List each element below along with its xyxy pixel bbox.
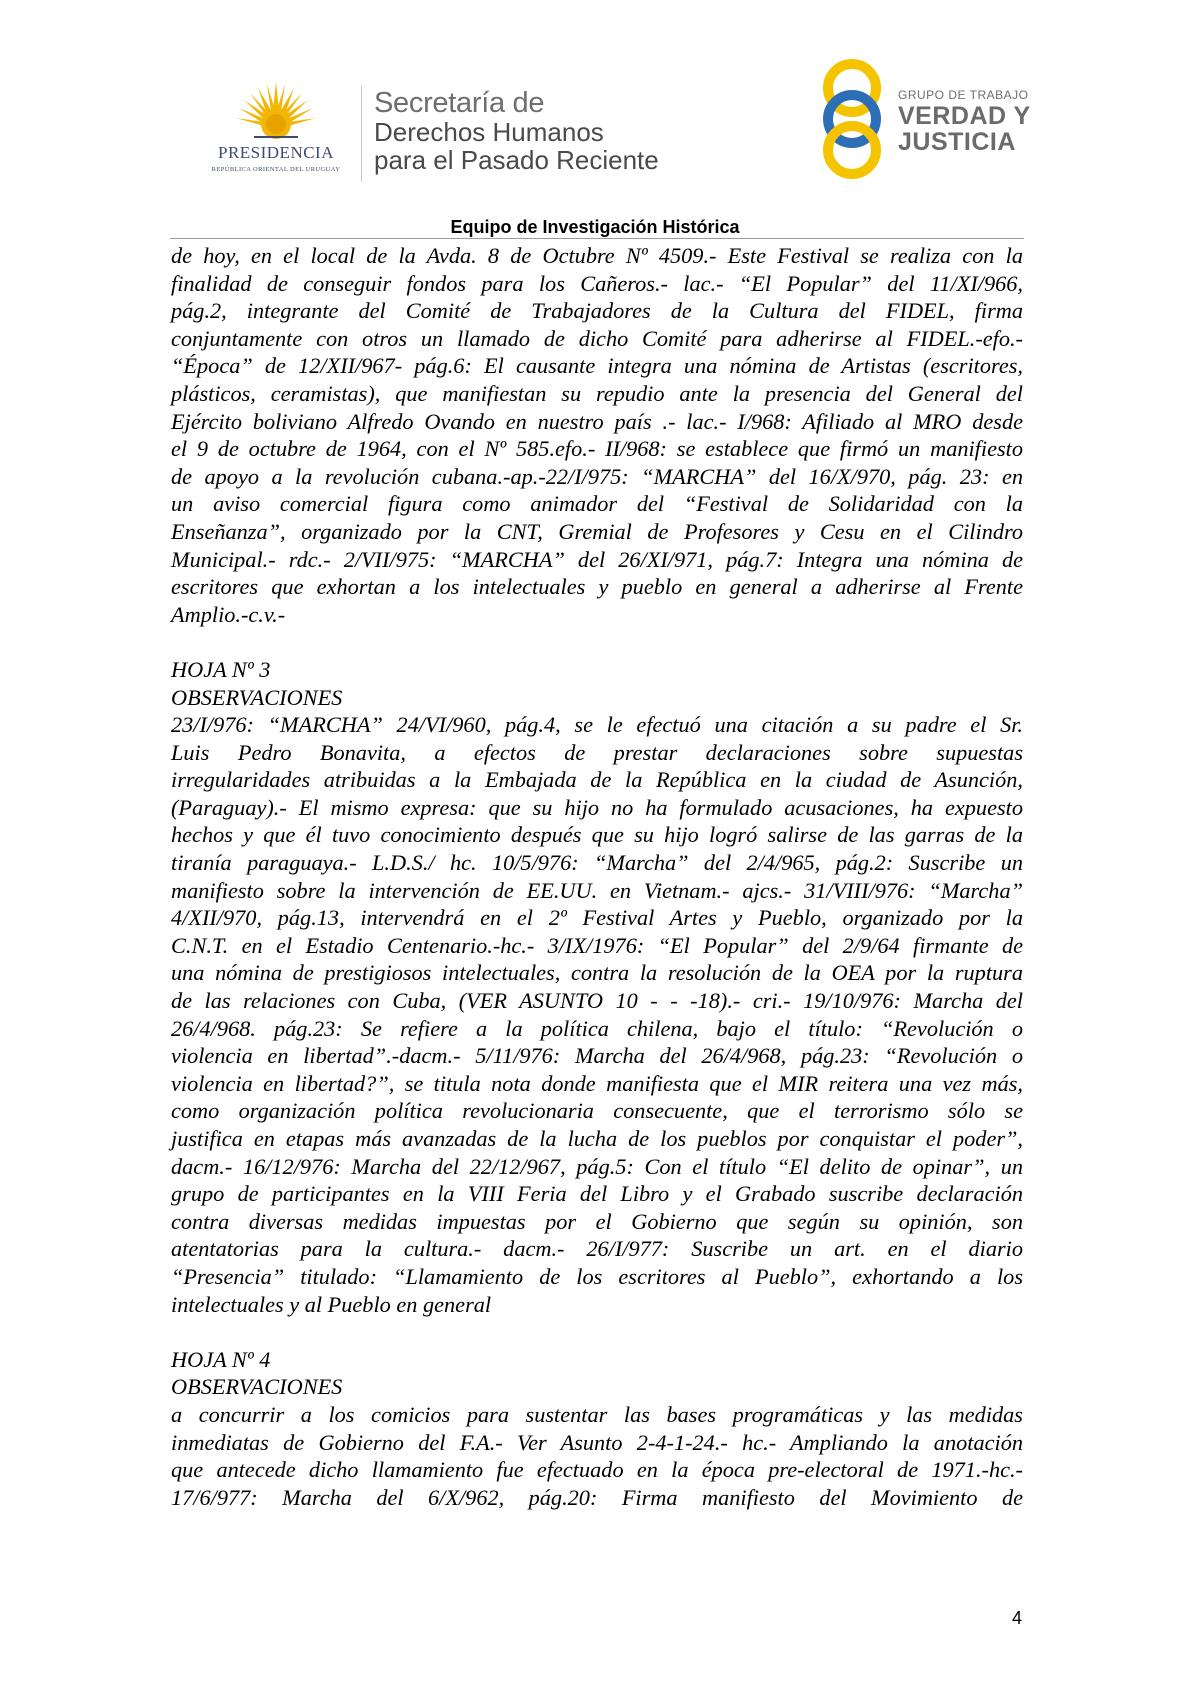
text-line: Ejército boliviano Alfredo Ovando en nuestro país .- lac.- I/968: Afiliado al MRO desde	[171, 408, 1023, 434]
text-line: 17/6/977: Marcha del 6/X/962, pág.20: Firma manifiesto del Movimiento de	[171, 1484, 1023, 1510]
text-line: C.N.T. en el Estadio Centenario.-hc.- 3/IX/1976: “El Popular” del 2/9/64 firmante de	[171, 932, 1023, 958]
paragraph-3	[171, 1401, 1023, 1511]
presidencia-subtitle: REPÚBLICA ORIENTAL DEL URUGUAY	[211, 166, 341, 173]
text-line: dacm.- 16/12/976: Marcha del 22/12/967, pág.5: Con el título “El delito de opinar”, un	[171, 1153, 1023, 1179]
text-line: intelectuales y al Pueblo en general	[171, 1291, 492, 1317]
text-line: 23/I/976: “MARCHA” 24/VI/960, pág.4, se le efectuó una citación a su padre el Sr.	[171, 712, 1023, 738]
text-line: que antecede dicho llamamiento fue efectuado en la época pre-electoral de 1971.-hc.-	[171, 1457, 1023, 1483]
text-line: 26/4/968. pág.23: Se refiere a la política chilena, bajo el título: “Revolución o	[171, 1015, 1023, 1041]
text-line: Amplio.-c.v.-	[171, 601, 286, 627]
hoja-3-title: HOJA Nº 3	[171, 656, 271, 682]
text-line: tiranía paraguaya.- L.D.S./ hc. 10/5/976: “Marcha” del 2/4/965, pág.2: Suscribe un	[171, 850, 1023, 876]
text-line: como organización política revolucionaria consecuente, que el terrorismo sólo se	[171, 1098, 1023, 1124]
text-line: escritores que exhortan a los intelectuales y pueblo en general a adherirse al Frente	[171, 574, 1023, 600]
secretaria-line-1: Secretaría de	[374, 87, 545, 119]
text-line: plásticos, ceramistas), que manifiestan su repudio ante la presencia del General del	[171, 380, 1023, 406]
text-line: conjuntamente con otros un llamado de dicho Comité para adherirse al FIDEL.-efo.-	[171, 325, 1023, 351]
page-number: 4	[1012, 1608, 1023, 1628]
text-line: una nómina de prestigiosos intelectuales, contra la resolución de la OEA por la ruptura	[171, 960, 1023, 986]
text-line: manifiesto sobre la intervención de EE.UU. en Vietnam.- ajcs.- 31/VIII/976: “Marcha”	[171, 877, 1023, 903]
team-title: Equipo de Investigación Histórica	[450, 217, 740, 237]
secretaria-logo	[374, 88, 659, 174]
text-line: 4/XII/970, pág.13, intervendrá en el 2º Festival Artes y Pueblo, organizado por la	[171, 905, 1023, 931]
text-line: “Época” de 12/XII/967- pág.6: El causante integra una nómina de Artistas (escritores,	[171, 353, 1023, 379]
gtvj-line-2: JUSTICIA	[898, 128, 1016, 156]
text-line: contra diversas medidas impuestas por el Gobierno que según su opinión, son	[171, 1208, 1023, 1234]
text-line: de apoyo a la revolución cubana.-ap.-22/I/975: “MARCHA” del 16/X/970, pág. 23: en	[171, 463, 1023, 489]
text-line: un aviso comercial figura como animador del “Festival de Solidaridad con la	[171, 491, 1023, 517]
text-line: el 9 de octubre de 1964, con el Nº 585.efo.- II/968: se establece que firmó un manifiesto	[171, 436, 1023, 462]
text-line: (Paraguay).- El mismo expresa: que su hijo no ha formulado acusaciones, ha expuesto	[171, 794, 1023, 820]
paragraph-gap	[171, 628, 1023, 656]
text-line: a concurrir a los comicios para sustentar las bases programáticas y las medidas	[171, 1401, 1023, 1427]
gtvj-small-text: GRUPO DE TRABAJO	[898, 88, 1029, 102]
text-line: hechos y que él tuvo conocimiento después que su hijo logró salirse de las garras de la	[171, 822, 1023, 848]
rings-icon	[816, 58, 888, 180]
sun-icon	[234, 80, 318, 144]
text-line: grupo de participantes en la VIII Feria del Libro y el Grabado suscribe declaración	[171, 1181, 1023, 1207]
gtvj-line-1: VERDAD Y	[898, 102, 1031, 130]
text-line: “Presencia” titulado: “Llamamiento de los escritores al Pueblo”, exhortando a los	[171, 1263, 1023, 1289]
text-line: de las relaciones con Cuba, (VER ASUNTO 10 - - -18).- cri.- 19/10/976: Marcha del	[171, 988, 1023, 1014]
text-line: Municipal.- rdc.- 2/VII/975: “MARCHA” del 26/XI/971, pág.7: Integra una nómina de	[171, 546, 1023, 572]
paragraph-gap	[171, 1318, 1023, 1346]
presidencia-logo	[196, 80, 356, 180]
text-line: pág.2, integrante del Comité de Trabajadores de la Cultura del FIDEL, firma	[171, 298, 1023, 324]
text-line: violencia en libertad?”, se titula nota donde manifiesta que el MIR reitera una vez más,	[171, 1070, 1023, 1096]
text-line: Luis Pedro Bonavita, a efectos de prestar declaraciones sobre supuestas	[171, 739, 1023, 765]
text-line: finalidad de conseguir fondos para los Cañeros.- lac.- “El Popular” del 11/XI/966,	[171, 270, 1023, 296]
text-line: irregularidades atribuidas a la Embajada de la República en la ciudad de Asunción,	[171, 767, 1023, 793]
hoja-4-title: HOJA Nº 4	[171, 1346, 271, 1372]
text-line: violencia en libertad”.-dacm.- 5/11/976: Marcha del 26/4/968, pág.23: “Revolución o	[171, 1043, 1023, 1069]
header-rule	[170, 238, 1024, 239]
secretaria-line-2: Derechos Humanos	[374, 117, 604, 147]
text-line: Enseñanza”, organizado por la CNT, Gremial de Profesores y Cesu en el Cilindro	[171, 518, 1023, 544]
secretaria-line-3: para el Pasado Reciente	[374, 145, 659, 175]
text-line: inmediatas de Gobierno del F.A.- Ver Asunto 2-4-1-24.- hc.- Ampliando la anotación	[171, 1429, 1023, 1455]
presidencia-wordmark: PRESIDENCIA	[217, 143, 334, 162]
header-divider	[361, 86, 362, 182]
text-line: atentatorias para la cultura.- dacm.- 26/I/977: Suscribe un art. en el diario	[171, 1236, 1023, 1262]
document-body	[171, 242, 1023, 1511]
paragraph-1	[171, 242, 1023, 628]
paragraph-2	[171, 711, 1023, 1318]
text-line: justifica en etapas más avanzadas de la lucha de los pueblos por conquistar el poder”,	[171, 1126, 1023, 1151]
hoja-3-observaciones: OBSERVACIONES	[171, 684, 343, 710]
hoja-4-observaciones: OBSERVACIONES	[171, 1374, 343, 1400]
text-line: de hoy, en el local de la Avda. 8 de Octubre Nº 4509.- Este Festival se realiza con la	[171, 243, 1023, 268]
verdad-justicia-logo	[816, 58, 1031, 180]
